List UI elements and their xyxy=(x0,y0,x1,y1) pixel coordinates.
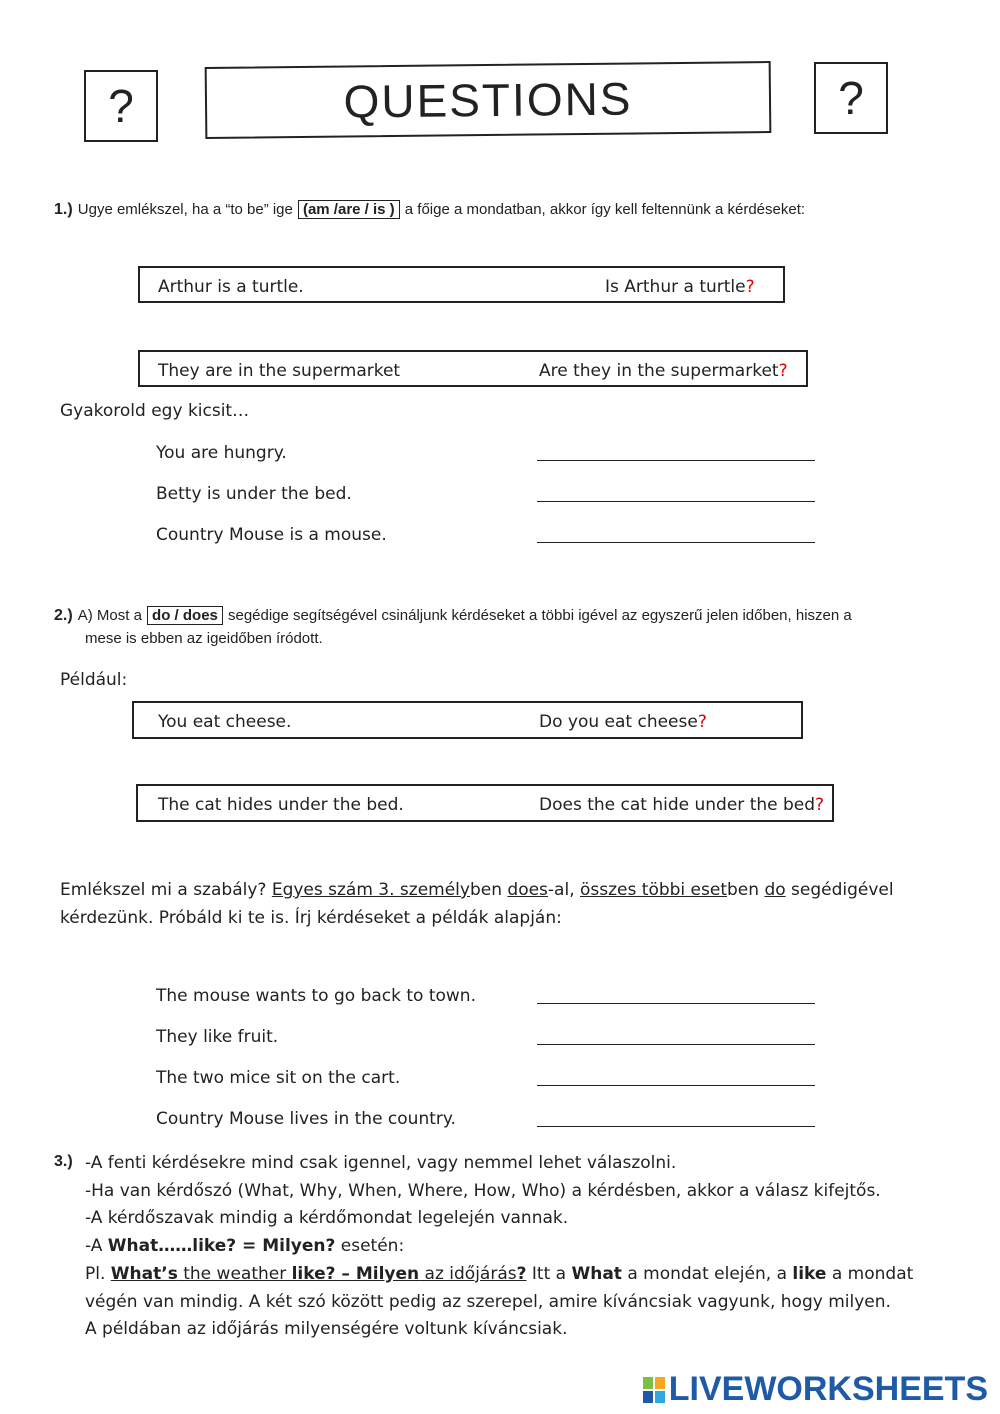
answer-line[interactable] xyxy=(537,460,815,461)
exercise-prompt: Betty is under the bed. xyxy=(156,484,352,504)
example-box-3 xyxy=(132,701,803,739)
section3-line: végén van mindig. A két szó között pedig az szerepel, amire kíváncsiak vagyunk, hogy milyen. xyxy=(85,1291,891,1312)
question-mark: ? xyxy=(697,712,707,732)
right-question-box xyxy=(814,62,888,134)
liveworksheets-logo[interactable] xyxy=(643,1370,988,1409)
exercise-prompt: The mouse wants to go back to town. xyxy=(156,986,476,1006)
logo-text: LIVEWORKSHEETS xyxy=(668,1370,988,1408)
section2-text-c: mese is ebben az igeidőben íródott. xyxy=(85,630,323,647)
section3-line: -A fenti kérdésekre mind csak igennel, vagy nemmel lehet válaszolni. xyxy=(85,1153,677,1173)
answer-line[interactable] xyxy=(537,542,815,543)
rule-paragraph: Emlékszel mi a szabály? Egyes szám 3. személyben does-al, összes többi esetben do segédigével kérdezünk. Próbáld ki te is. Írj kérdéseket a példák alapján: xyxy=(60,880,894,928)
answer-line[interactable] xyxy=(537,1003,815,1004)
left-question-mark: ? xyxy=(108,80,134,132)
example-question: Is Arthur a turtle? xyxy=(605,277,755,297)
section2-boxed-verbs: do / does xyxy=(147,606,223,625)
example-statement: Arthur is a turtle. xyxy=(158,277,304,297)
section3-line: -A kérdőszavak mindig a kérdőmondat legelején vannak. xyxy=(85,1208,569,1229)
section2-intro xyxy=(54,605,852,625)
section3-line: Pl. What’s the weather like? – Milyen az időjárás? Itt a What a mondat elején, a like a mondat xyxy=(85,1263,914,1284)
exercise-prompt: Country Mouse is a mouse. xyxy=(156,525,387,545)
example-statement: They are in the supermarket xyxy=(158,361,401,381)
liveworksheets-logo-icon xyxy=(643,1377,665,1403)
exercise-prompt: They like fruit. xyxy=(156,1027,279,1047)
section3-body xyxy=(85,1150,985,1344)
section3-line: -Ha van kérdőszó (What, Why, When, Where, How, Who) a kérdésben, akkor a válasz kifejtős. xyxy=(85,1180,881,1201)
section1-intro-after: a főige a mondatban, akkor így kell feltennünk a kérdéseket: xyxy=(404,201,806,218)
left-question-box xyxy=(84,70,158,142)
section2-text-a: A) Most a xyxy=(77,607,142,624)
example-question: Do you eat cheese? xyxy=(539,712,707,732)
section3-line: A példában az időjárás milyenségére voltunk kíváncsiak. xyxy=(85,1319,568,1340)
section1-intro xyxy=(54,199,805,219)
question-mark: ? xyxy=(815,795,825,815)
right-question-mark: ? xyxy=(838,72,864,124)
page-title-box xyxy=(205,61,772,139)
page-title: QUESTIONS xyxy=(343,72,633,128)
section1-number: 1.) xyxy=(54,201,73,218)
example-statement: The cat hides under the bed. xyxy=(158,795,404,815)
example-box-4 xyxy=(136,784,834,822)
example-box-1 xyxy=(138,266,785,303)
practice-label: Gyakorold egy kicsit… xyxy=(60,401,250,421)
question-mark: ? xyxy=(745,277,755,297)
section1-intro-before: Ugye emlékszel, ha a “to be” ige xyxy=(77,201,293,218)
exercise-prompt: You are hungry. xyxy=(156,443,287,463)
example-box-2 xyxy=(138,350,808,387)
section3-number: 3.) xyxy=(54,1153,73,1170)
answer-line[interactable] xyxy=(537,1085,815,1086)
answer-line[interactable] xyxy=(537,1126,815,1127)
example-question: Does the cat hide under the bed? xyxy=(539,795,825,815)
section1-boxed-verbs: (am /are / is ) xyxy=(298,200,400,219)
example-label: Például: xyxy=(60,670,128,690)
section2-text-b: segédige segítségével csináljunk kérdéseket a többi igével az egyszerű jelen időben, hiszen a xyxy=(227,607,852,624)
section2-number: 2.) xyxy=(54,607,73,624)
example-question: Are they in the supermarket? xyxy=(539,361,788,381)
exercise-prompt: The two mice sit on the cart. xyxy=(156,1068,401,1088)
answer-line[interactable] xyxy=(537,1044,815,1045)
question-mark: ? xyxy=(778,361,788,381)
example-statement: You eat cheese. xyxy=(158,712,292,732)
section3-line: -A What……like? = Milyen? esetén: xyxy=(85,1236,405,1257)
exercise-prompt: Country Mouse lives in the country. xyxy=(156,1109,456,1129)
answer-line[interactable] xyxy=(537,501,815,502)
